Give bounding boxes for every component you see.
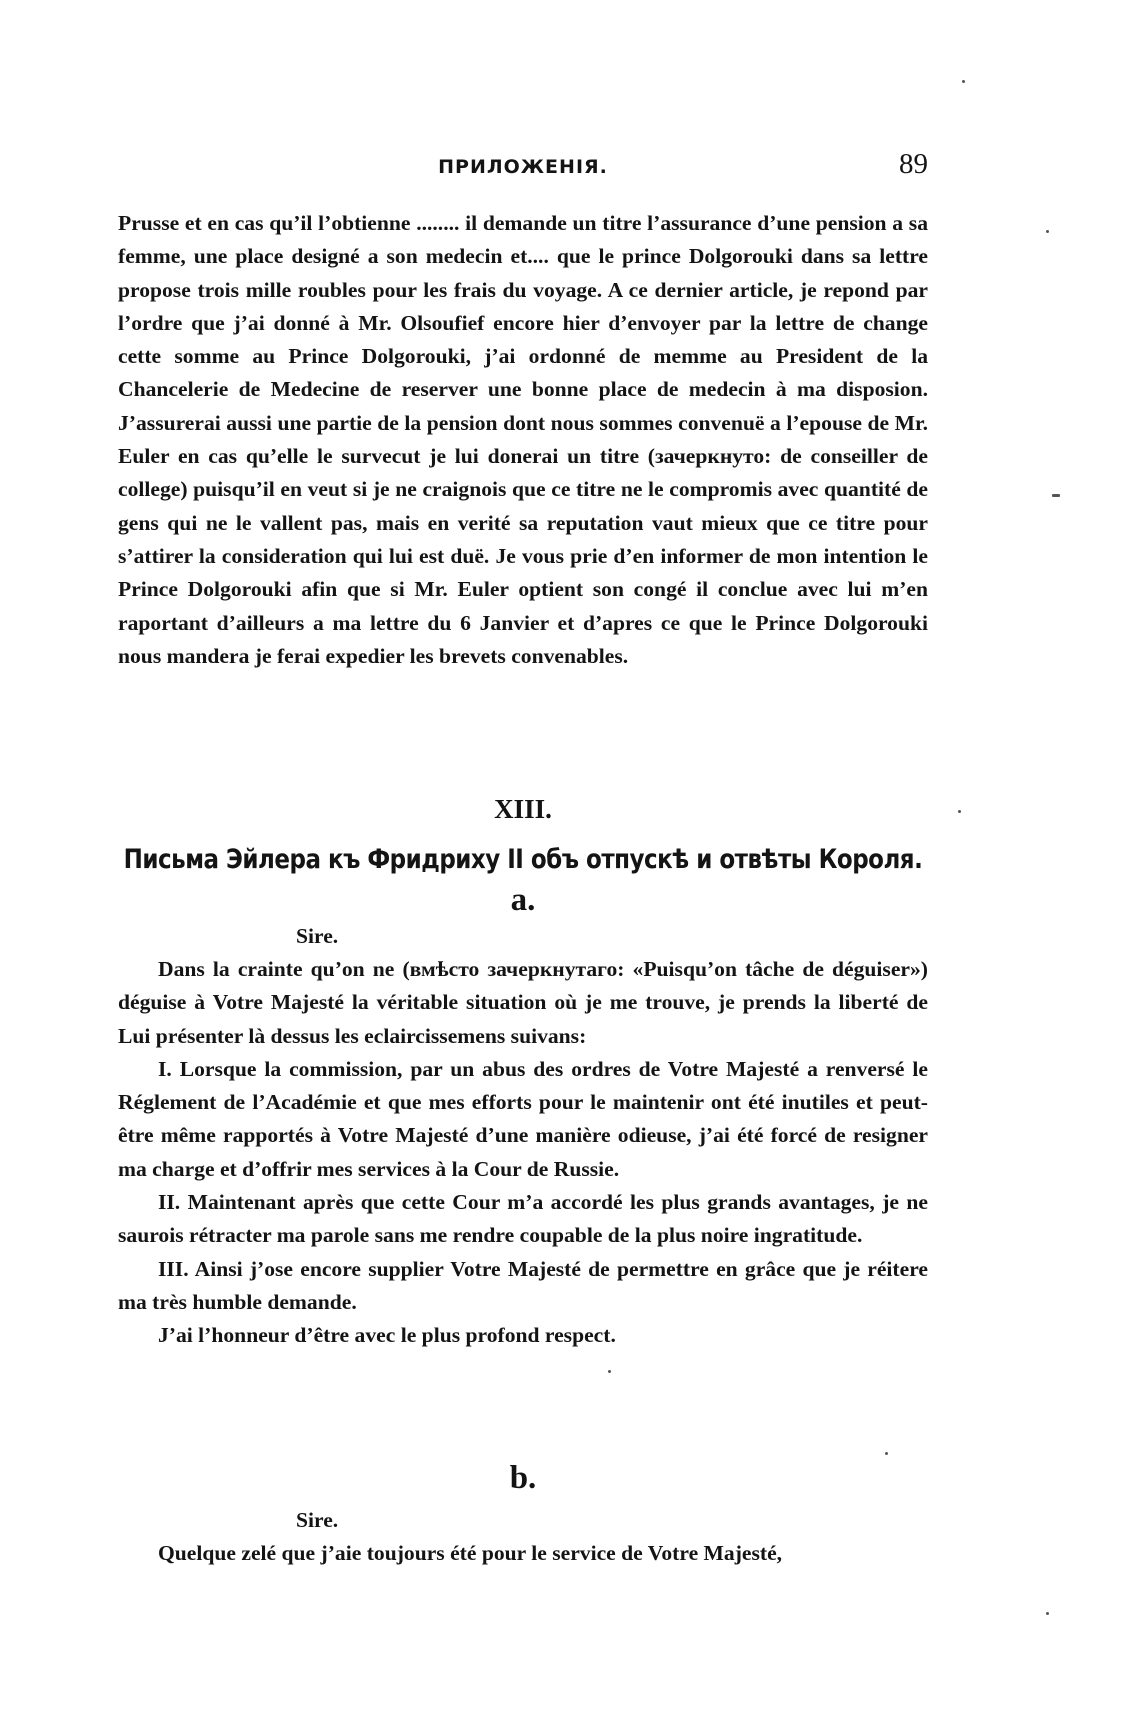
- scan-speck: [958, 810, 961, 813]
- letter-a-closing: J’ai l’honneur d’être avec le plus profond respect.: [158, 1323, 616, 1348]
- letter-a-mark: a.: [510, 882, 536, 918]
- section-title: Письма Эйлера къ Фридриху II объ отпускѣ и отвѣты Короля.: [123, 845, 923, 875]
- letter-a: [118, 880, 928, 1353]
- running-head: [118, 148, 928, 188]
- scan-speck: [608, 1370, 611, 1373]
- section-number: XIII.: [494, 794, 552, 824]
- letter-b-mark: b.: [509, 1460, 537, 1496]
- continued-paragraph: Prusse et en cas qu’il l’obtienne ........ il demande un titre l’assurance d’une pension a sa femme, une place designé a son medecin et.... que le prince Dolgorouki dans sa lettre propose trois mille roubles pour les frais du voyage. A ce dernier article, je repond par l’ordre que j’ai donné à Mr. Olsoufief encore hier d’envoyer par la lettre de change cette somme au Prince Dolgorouki, j’ai ordonné de memme au President de la Chancelerie de Medecine de reserver une bonne place de medecin à ma disposion. J’assurerai aussi une partie de la pension dont nous sommes convenuё a l’epouse de Mr. Euler en cas qu’elle le survecut je lui donerai un titre (зачеркнуто: de conseiller de college) puisqu’il en veut si je ne craignois que ce titre ne le compromis avec quantité de gens qui ne le vallent pas, mais en verité sa reputation vaut mieux que ce titre pour s’attirer la consideration qui lui est duё. Je vous prie d’en informer de mon intention le Prince Dolgorouki afin que si Mr. Euler optient son congé il conclue avec lui m’en raportant d’ailleurs a ma lettre du 6 Janvier et d’apres ce que le Prince Dolgorouki nous mandera je ferai expedier les brevets convenables.: [118, 211, 928, 668]
- main-text: [118, 207, 928, 673]
- letter-a-paragraph: Dans la crainte qu’on ne (вмѣсто зачеркнутаго: «Puisqu’on tâche de déguiser») déguise à Votre Majesté la véritable situation où je me trouve, je prends la liberté de Lui présenter là dessus les eclaircissemens suivans:: [118, 957, 928, 1048]
- scan-speck: [1046, 1612, 1049, 1615]
- letter-a-paragraph: II. Maintenant après que cette Cour m’a accordé les plus grands avantages, je ne saurois rétracter ma parole sans me rendre coupable de la plus noire ingratitude.: [118, 1190, 928, 1248]
- letter-a-paragraph: III. Ainsi j’ose encore supplier Votre Majesté de permettre en grâce que je réitere ma très humble demande.: [118, 1256, 928, 1314]
- scan-speck: [1046, 230, 1049, 233]
- page-number: 89: [899, 148, 928, 180]
- letter-a-salutation: Sire.: [296, 924, 339, 948]
- letter-a-paragraph: I. Lorsque la commission, par un abus des ordres de Votre Majesté a renversé le Réglement de l’Académie et que mes efforts pour le maintenir ont été inutiles et peut-être même rapportés à Votre Majesté d’une manière odieuse, j’ai été forcé de resigner ma charge et d’offrir mes services à la Cour de Russie.: [118, 1056, 928, 1181]
- letter-b-paragraph: Quelque zelé que j’aie toujours été pour le service de Votre Majesté,: [158, 1541, 783, 1565]
- scan-speck: [962, 80, 965, 83]
- letter-b: [118, 1452, 928, 1570]
- running-title: ПРИЛОЖЕНІЯ.: [438, 156, 608, 178]
- scan-speck: [1052, 494, 1060, 497]
- section-heading: [118, 780, 928, 882]
- scan-speck: [885, 1452, 888, 1455]
- letter-b-salutation: Sire.: [296, 1508, 339, 1532]
